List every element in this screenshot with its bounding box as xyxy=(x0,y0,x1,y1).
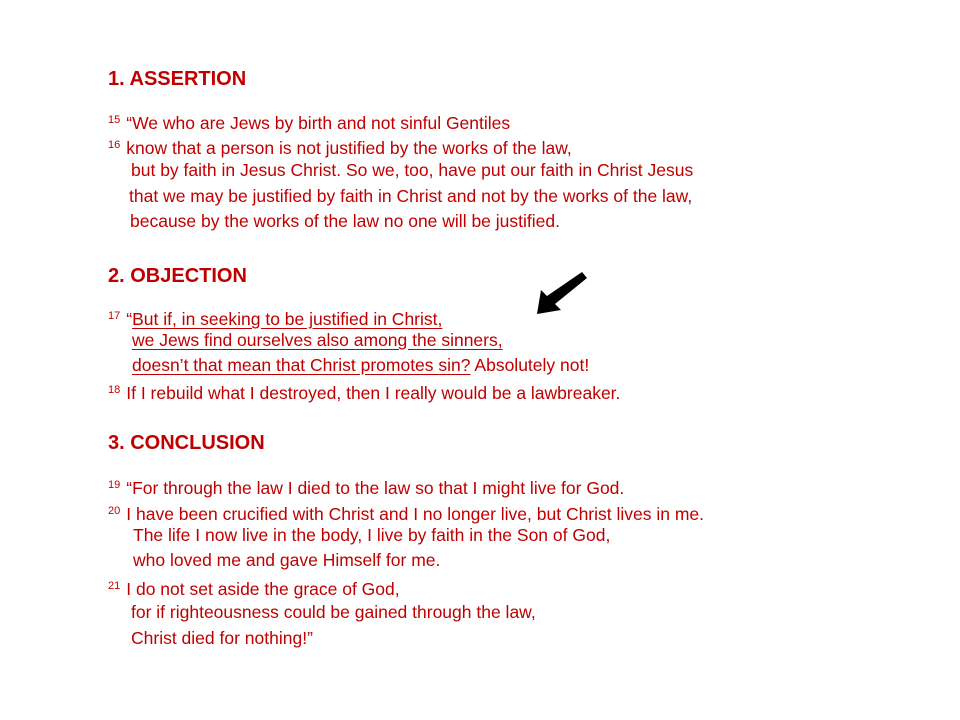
verse-number: 21 xyxy=(108,580,121,592)
verse-line xyxy=(133,549,440,571)
verse-line xyxy=(129,185,692,207)
verse-number: 18 xyxy=(108,384,121,396)
arrow-down-left-icon xyxy=(533,270,587,316)
verse-line xyxy=(108,305,442,330)
verse-line xyxy=(131,601,536,623)
verse-line xyxy=(131,627,313,649)
underlined-verse-text: But if, in seeking to be justified in Christ, xyxy=(132,309,443,329)
open-quote: “ xyxy=(126,309,133,329)
verse-line xyxy=(108,379,620,404)
verse-text: but by faith in Jesus Christ. So we, too, have put our faith in Christ Jesus xyxy=(131,160,694,180)
verse-line xyxy=(132,329,503,351)
verse-line xyxy=(130,210,560,232)
underlined-verse-text: doesn’t that mean that Christ promotes sin? xyxy=(132,355,471,375)
verse-line xyxy=(108,575,400,600)
underlined-verse-text: we Jews find ourselves also among the sinners, xyxy=(132,330,503,350)
verse-line xyxy=(131,159,693,181)
verse-text: “We who are Jews by birth and not sinful Gentiles xyxy=(126,113,511,133)
verse-text: I have been crucified with Christ and I no longer live, but Christ lives in me. xyxy=(126,504,705,524)
verse-line xyxy=(108,134,572,159)
verse-text: Christ died for nothing!” xyxy=(131,628,313,648)
verse-line xyxy=(108,474,624,499)
verse-text: for if righteousness could be gained through the law, xyxy=(131,602,536,622)
verse-number: 17 xyxy=(108,310,121,322)
verse-number: 20 xyxy=(108,505,121,517)
verse-text: The life I now live in the body, I live by faith in the Son of God, xyxy=(133,525,611,545)
section-heading-assertion: 1. ASSERTION xyxy=(108,68,247,90)
verse-text: Absolutely not! xyxy=(470,355,590,375)
verse-text: that we may be justified by faith in Christ and not by the works of the law, xyxy=(129,186,693,206)
verse-text: I do not set aside the grace of God, xyxy=(126,579,400,599)
verse-number: 19 xyxy=(108,479,121,491)
verse-line xyxy=(133,524,610,546)
verse-number: 15 xyxy=(108,114,121,126)
verse-line xyxy=(108,500,704,525)
section-heading-conclusion: 3. CONCLUSION xyxy=(108,432,265,454)
verse-text: If I rebuild what I destroyed, then I really would be a lawbreaker. xyxy=(126,383,621,403)
verse-text: who loved me and gave Himself for me. xyxy=(133,550,441,570)
verse-number: 16 xyxy=(108,139,121,151)
verse-line xyxy=(132,354,589,376)
verse-text: because by the works of the law no one will be justified. xyxy=(130,211,560,231)
section-heading-objection: 2. OBJECTION xyxy=(108,265,247,287)
verse-text: know that a person is not justified by the works of the law, xyxy=(126,138,572,158)
verse-line xyxy=(108,109,510,134)
verse-text: “For through the law I died to the law so that I might live for God. xyxy=(126,478,625,498)
